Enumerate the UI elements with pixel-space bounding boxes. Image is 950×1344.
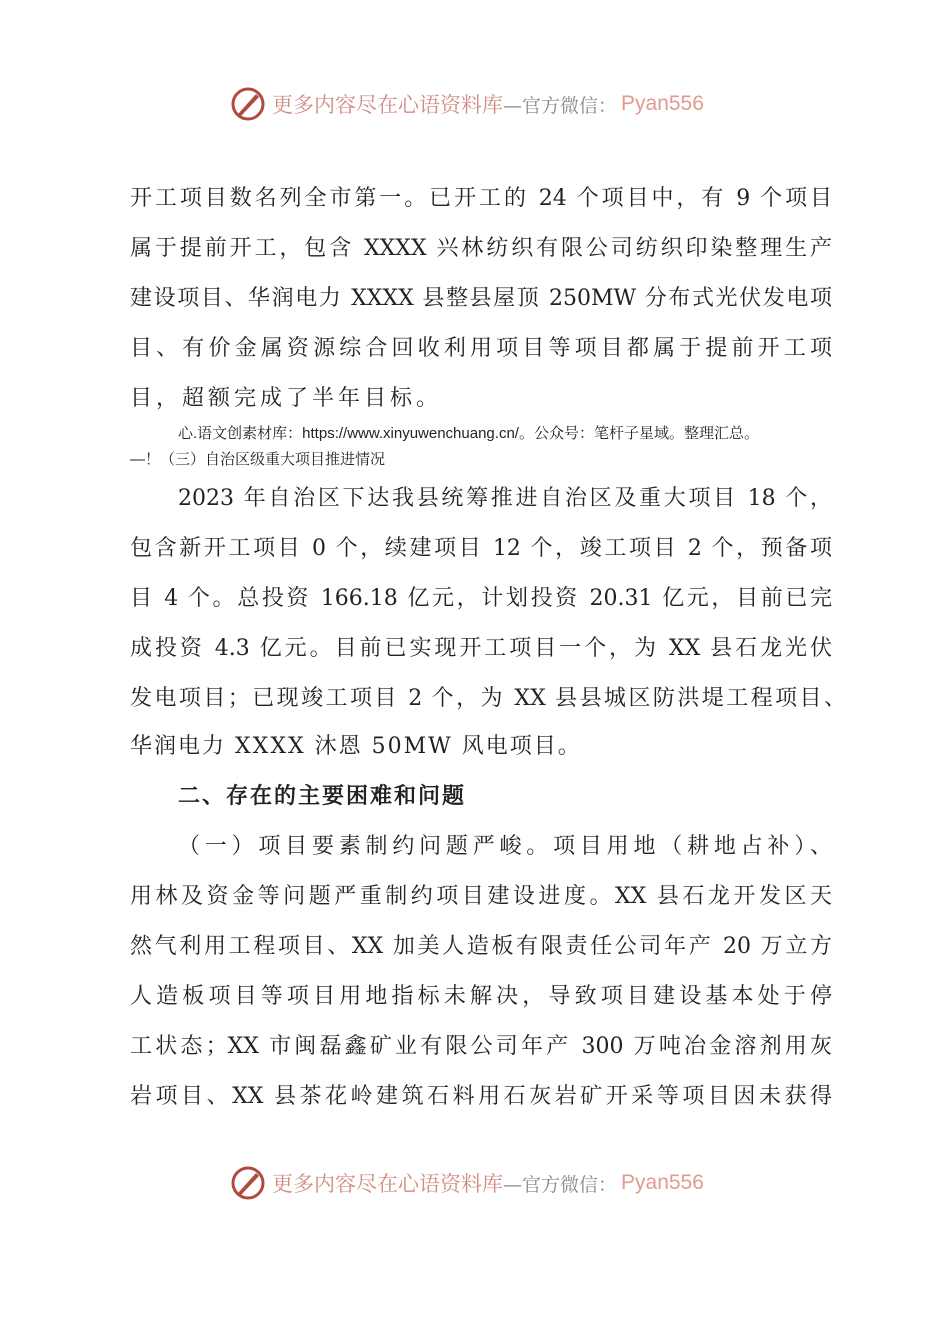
paragraph-line: 工状态；XX 市闽磊鑫矿业有限公司年产 300 万吨冶金溶剂用灰 — [130, 1034, 832, 1059]
watermark-id: Pyan556 — [621, 1171, 704, 1194]
paragraph-line: 目、有价金属资源综合回收利用项目等项目都属于提前开工项 — [130, 336, 832, 361]
watermark-id: Pyan556 — [621, 92, 704, 115]
paragraph-line: 人造板项目等项目用地指标未解决，导致项目建设基本处于停 — [130, 984, 832, 1009]
watermark-sep: —官方微信： — [503, 94, 618, 117]
watermark-main: 更多内容尽在心语资料库 — [272, 1172, 503, 1196]
paragraph-line: 用林及资金等问题严重制约项目建设进度。XX 县石龙开发区天 — [130, 884, 832, 909]
footer-watermark — [230, 1163, 730, 1203]
paragraph-line: 成投资 4.3 亿元。目前已实现开工项目一个，为 XX 县石龙光伏 — [130, 636, 832, 661]
watermark-main: 更多内容尽在心语资料库 — [272, 93, 503, 117]
paragraph-line: 然气利用工程项目、XX 加美人造板有限责任公司年产 20 万立方 — [130, 934, 832, 959]
paragraph-line: 华润电力 XXXX 沐恩 50MW 风电项目。 — [130, 734, 582, 759]
paragraph-line: 2023 年自治区下达我县统筹推进自治区及重大项目 18 个， — [178, 486, 832, 511]
subheading: —！（三）自治区级重大项目推进情况 — [130, 451, 386, 468]
section-heading: 二、存在的主要困难和问题 — [178, 784, 467, 809]
paragraph-line: （一）项目要素制约问题严峻。项目用地（耕地占补）、 — [178, 834, 832, 859]
pen-logo-icon — [230, 86, 266, 122]
header-watermark — [230, 84, 730, 124]
paragraph-line: 目，超额完成了半年目标。 — [130, 386, 443, 411]
paragraph-line: 开工项目数名列全市第一。已开工的 24 个项目中，有 9 个项目 — [130, 186, 832, 211]
paragraph-line: 属于提前开工，包含 XXXX 兴林纺织有限公司纺织印染整理生产 — [130, 236, 832, 261]
paragraph-line: 目 4 个。总投资 166.18 亿元，计划投资 20.31 亿元，目前已完 — [130, 586, 832, 611]
source-note: 心.语文创素材库：https://www.xinyuwenchuang.cn/。公众号：笔杆子星域。整理汇总。 — [178, 425, 759, 442]
paragraph-line: 岩项目、XX 县茶花岭建筑石料用石灰岩矿开采等项目因未获得 — [130, 1084, 832, 1109]
paragraph-line: 建设项目、华润电力 XXXX 县整县屋顶 250MW 分布式光伏发电项 — [130, 286, 832, 311]
pen-logo-icon — [230, 1165, 266, 1201]
paragraph-line: 包含新开工项目 0 个，续建项目 12 个，竣工项目 2 个，预备项 — [130, 536, 832, 561]
paragraph-line: 发电项目；已现竣工项目 2 个，为 XX 县县城区防洪堤工程项目、 — [130, 686, 846, 711]
watermark-sep: —官方微信： — [503, 1173, 618, 1196]
